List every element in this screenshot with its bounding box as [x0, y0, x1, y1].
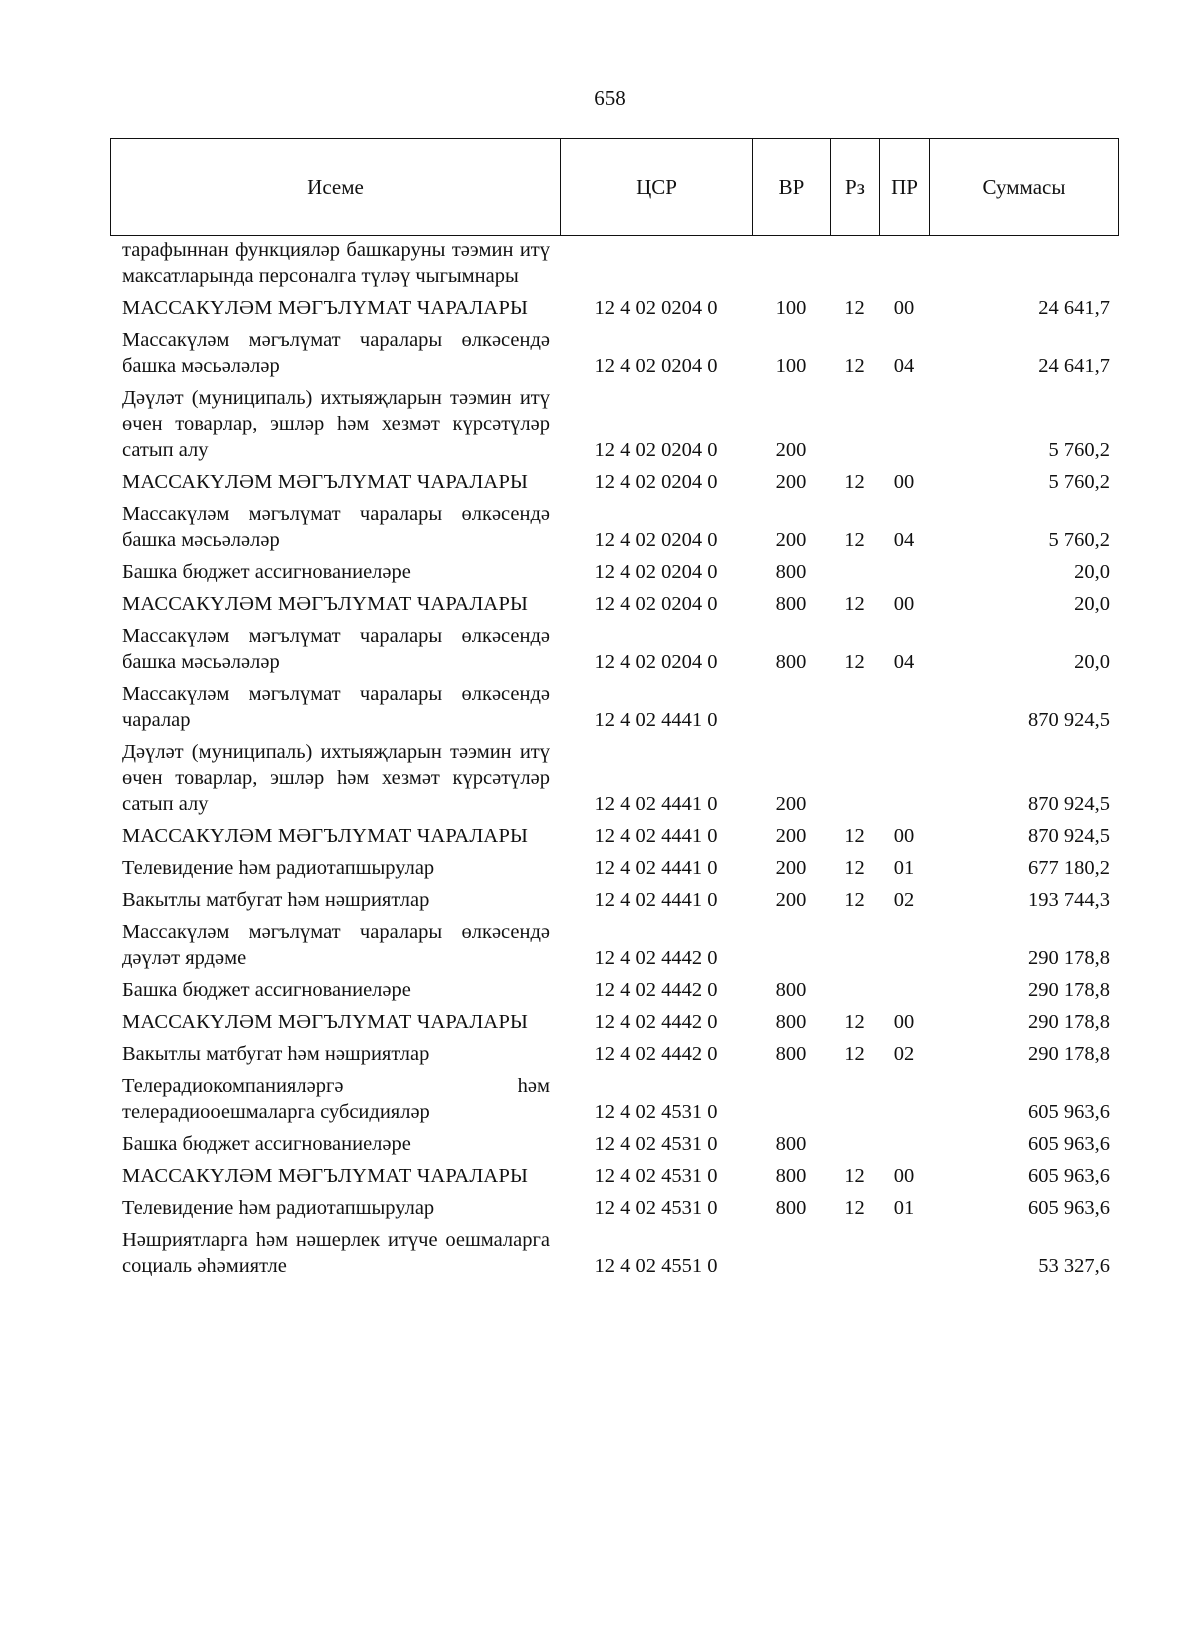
row-name-cell: Массакүләм мәгълүмат чаралары өлкәсендә башка мәсьәләләр — [122, 503, 550, 551]
row-rz-cell: 12 — [844, 471, 865, 493]
row-name-cell: МАССАКҮЛӘМ МӘГЪЛҮМАТ ЧАРАЛАРЫ — [122, 471, 529, 493]
table-row — [110, 495, 1118, 553]
row-rz-cell: 12 — [844, 355, 865, 377]
row-rz-cell: 12 — [844, 593, 865, 615]
row-vr-cell: 800 — [775, 1133, 807, 1155]
table-header — [110, 138, 1119, 236]
row-sum-cell: 24 641,7 — [1038, 355, 1110, 377]
row-name-cell: МАССАКҮЛӘМ МӘГЪЛҮМАТ ЧАРАЛАРЫ — [122, 1011, 529, 1033]
row-pr-cell: 04 — [893, 651, 915, 673]
row-vr-cell — [752, 1221, 830, 1279]
row-sum-cell: 290 178,8 — [1028, 947, 1110, 969]
row-sum-cell: 5 760,2 — [1048, 529, 1110, 551]
row-pr-cell — [879, 553, 929, 585]
row-csr-cell: 12 4 02 0204 0 — [594, 593, 718, 615]
row-rz-cell: 12 — [844, 889, 865, 911]
row-sum-cell: 5 760,2 — [1048, 471, 1110, 493]
row-pr-cell: 00 — [893, 825, 915, 847]
row-rz-cell — [830, 971, 879, 1003]
row-pr-cell — [879, 1125, 929, 1157]
table-row — [110, 553, 1118, 585]
row-pr-cell: 02 — [893, 1043, 915, 1065]
header-name: Исеме — [111, 139, 561, 236]
row-vr-cell: 800 — [775, 1043, 807, 1065]
table-row — [110, 1157, 1118, 1189]
row-vr-cell: 800 — [775, 1165, 807, 1187]
row-name-cell: Башка бюджет ассигнованиеләре — [122, 561, 411, 583]
table-row — [110, 971, 1118, 1003]
row-csr-cell: 12 4 02 0204 0 — [594, 529, 718, 551]
row-sum-cell: 290 178,8 — [1028, 1011, 1110, 1033]
row-name-cell: Вакытлы матбугат һәм нәшриятлар — [122, 1043, 430, 1065]
row-csr-cell: 12 4 02 4551 0 — [594, 1255, 718, 1277]
budget-table — [110, 237, 1118, 1279]
row-vr-cell: 200 — [775, 857, 807, 879]
row-pr-cell: 00 — [893, 593, 915, 615]
row-sum-cell: 605 963,6 — [1028, 1165, 1110, 1187]
row-vr-cell: 800 — [775, 651, 807, 673]
table-row — [110, 237, 1118, 289]
table-row — [110, 675, 1118, 733]
row-name-cell: Башка бюджет ассигнованиеләре — [122, 979, 411, 1001]
row-rz-cell: 12 — [844, 529, 865, 551]
row-vr-cell: 800 — [775, 979, 807, 1001]
row-rz-cell — [830, 379, 879, 463]
row-pr-cell — [879, 379, 929, 463]
row-vr-cell: 800 — [775, 561, 807, 583]
row-csr-cell: 12 4 02 0204 0 — [594, 651, 718, 673]
table-row — [110, 1003, 1118, 1035]
row-pr-cell: 01 — [893, 1197, 915, 1219]
row-csr-cell: 12 4 02 4531 0 — [594, 1165, 718, 1187]
row-vr-cell — [752, 237, 830, 289]
row-vr-cell: 800 — [775, 1197, 807, 1219]
row-pr-cell — [879, 1067, 929, 1125]
row-rz-cell — [830, 553, 879, 585]
row-vr-cell: 100 — [775, 297, 807, 319]
row-sum-cell: 870 924,5 — [1028, 825, 1110, 847]
row-sum-cell: 20,0 — [1074, 561, 1110, 583]
header-pr: ПР — [880, 139, 930, 236]
row-csr-cell: 12 4 02 4441 0 — [594, 825, 718, 847]
row-name-cell: Телерадиокомпанияләргә һәм телерадиооешмаларга субсидияләр — [122, 1075, 550, 1123]
table-row — [110, 913, 1118, 971]
row-sum-cell: 24 641,7 — [1038, 297, 1110, 319]
row-name-cell: МАССАКҮЛӘМ МӘГЪЛҮМАТ ЧАРАЛАРЫ — [122, 825, 529, 847]
row-rz-cell: 12 — [844, 1165, 865, 1187]
row-vr-cell: 200 — [775, 529, 807, 551]
row-csr-cell: 12 4 02 4531 0 — [594, 1101, 718, 1123]
row-name-cell: Телевидение һәм радиотапшырулар — [122, 857, 435, 879]
page-number: 658 — [594, 86, 626, 110]
row-pr-cell — [879, 913, 929, 971]
header-rz: Рз — [831, 139, 880, 236]
row-pr-cell: 04 — [893, 529, 915, 551]
table-row — [110, 379, 1118, 463]
row-rz-cell — [830, 1067, 879, 1125]
row-pr-cell — [879, 733, 929, 817]
row-pr-cell: 04 — [893, 355, 915, 377]
row-sum-cell: 193 744,3 — [1028, 889, 1110, 911]
row-name-cell: МАССАКҮЛӘМ МӘГЪЛҮМАТ ЧАРАЛАРЫ — [122, 593, 529, 615]
table-row — [110, 463, 1118, 495]
row-csr-cell: 12 4 02 4441 0 — [594, 709, 718, 731]
row-vr-cell: 200 — [775, 825, 807, 847]
row-csr-cell — [560, 237, 752, 289]
row-sum-cell: 605 963,6 — [1028, 1101, 1110, 1123]
row-sum-cell: 5 760,2 — [1048, 439, 1110, 461]
row-name-cell: тарафыннан функцияләр башкаруны тәэмин итү максатларында персоналга түләү чыгымнары — [122, 239, 550, 287]
row-rz-cell: 12 — [844, 825, 865, 847]
table-row — [110, 733, 1118, 817]
row-csr-cell: 12 4 02 4442 0 — [594, 1011, 718, 1033]
row-csr-cell: 12 4 02 0204 0 — [594, 471, 718, 493]
row-vr-cell: 100 — [775, 355, 807, 377]
row-csr-cell: 12 4 02 4531 0 — [594, 1133, 718, 1155]
row-pr-cell: 02 — [893, 889, 915, 911]
table-row — [110, 881, 1118, 913]
row-name-cell: Башка бюджет ассигнованиеләре — [122, 1133, 411, 1155]
row-name-cell: Массакүләм мәгълүмат чаралары өлкәсендә башка мәсьәләләр — [122, 329, 550, 377]
row-pr-cell: 00 — [893, 1165, 915, 1187]
table-row — [110, 1035, 1118, 1067]
row-name-cell: МАССАКҮЛӘМ МӘГЪЛҮМАТ ЧАРАЛАРЫ — [122, 297, 529, 319]
row-sum-cell: 605 963,6 — [1028, 1133, 1110, 1155]
row-rz-cell — [830, 675, 879, 733]
row-name-cell: Массакүләм мәгълүмат чаралары өлкәсендә башка мәсьәләләр — [122, 625, 550, 673]
row-rz-cell: 12 — [844, 651, 865, 673]
table-row — [110, 321, 1118, 379]
table-row — [110, 817, 1118, 849]
row-rz-cell — [830, 1221, 879, 1279]
row-sum-cell: 605 963,6 — [1028, 1197, 1110, 1219]
row-rz-cell: 12 — [844, 1197, 865, 1219]
row-csr-cell: 12 4 02 4442 0 — [594, 1043, 718, 1065]
row-rz-cell: 12 — [844, 1043, 865, 1065]
header-sum: Суммасы — [930, 139, 1119, 236]
row-vr-cell: 200 — [775, 793, 807, 815]
row-csr-cell: 12 4 02 4441 0 — [594, 889, 718, 911]
row-sum-cell: 290 178,8 — [1028, 979, 1110, 1001]
row-name-cell: Дәүләт (муниципаль) ихтыяҗларын тәэмин итү өчен товарлар, эшләр һәм хезмәт күрсәтүләр сатып алу — [122, 741, 550, 815]
table-body — [110, 237, 1118, 1279]
table-row — [110, 1221, 1118, 1279]
row-pr-cell — [879, 971, 929, 1003]
row-csr-cell: 12 4 02 4442 0 — [594, 947, 718, 969]
table-row — [110, 617, 1118, 675]
row-csr-cell: 12 4 02 4531 0 — [594, 1197, 718, 1219]
row-pr-cell: 00 — [893, 471, 915, 493]
row-rz-cell: 12 — [844, 297, 865, 319]
row-sum-cell: 20,0 — [1074, 651, 1110, 673]
row-csr-cell: 12 4 02 4442 0 — [594, 979, 718, 1001]
row-pr-cell — [879, 237, 929, 289]
row-sum-cell: 677 180,2 — [1028, 857, 1110, 879]
table-row — [110, 849, 1118, 881]
row-rz-cell — [830, 1125, 879, 1157]
row-vr-cell — [752, 675, 830, 733]
row-name-cell: МАССАКҮЛӘМ МӘГЪЛҮМАТ ЧАРАЛАРЫ — [122, 1165, 529, 1187]
row-pr-cell: 01 — [893, 857, 915, 879]
row-rz-cell — [830, 237, 879, 289]
row-vr-cell: 200 — [775, 889, 807, 911]
row-csr-cell: 12 4 02 0204 0 — [594, 355, 718, 377]
row-vr-cell: 200 — [775, 439, 807, 461]
table-row — [110, 1067, 1118, 1125]
table-row — [110, 1125, 1118, 1157]
row-pr-cell — [879, 675, 929, 733]
row-rz-cell: 12 — [844, 1011, 865, 1033]
row-csr-cell: 12 4 02 4441 0 — [594, 793, 718, 815]
row-vr-cell: 800 — [775, 593, 807, 615]
row-rz-cell: 12 — [844, 857, 865, 879]
row-sum-cell: 290 178,8 — [1028, 1043, 1110, 1065]
row-vr-cell: 800 — [775, 1011, 807, 1033]
table-row — [110, 585, 1118, 617]
row-vr-cell: 200 — [775, 471, 807, 493]
row-sum-cell: 870 924,5 — [1028, 793, 1110, 815]
row-name-cell: Нәшриятларга һәм нәшерлек итүче оешмаларга социаль әһәмиятле — [122, 1229, 550, 1277]
row-csr-cell: 12 4 02 0204 0 — [594, 297, 718, 319]
row-rz-cell — [830, 913, 879, 971]
row-vr-cell — [752, 1067, 830, 1125]
table-row — [110, 289, 1118, 321]
row-sum-cell: 20,0 — [1074, 593, 1110, 615]
row-name-cell: Массакүләм мәгълүмат чаралары өлкәсендә чаралар — [122, 683, 550, 731]
row-vr-cell — [752, 913, 830, 971]
row-sum-cell: 870 924,5 — [1028, 709, 1110, 731]
row-name-cell: Вакытлы матбугат һәм нәшриятлар — [122, 889, 430, 911]
row-rz-cell — [830, 733, 879, 817]
row-name-cell: Дәүләт (муниципаль) ихтыяҗларын тәэмин итү өчен товарлар, эшләр һәм хезмәт күрсәтүләр сатып алу — [122, 387, 550, 461]
row-name-cell: Телевидение һәм радиотапшырулар — [122, 1197, 435, 1219]
row-pr-cell: 00 — [893, 297, 915, 319]
row-csr-cell: 12 4 02 4441 0 — [594, 857, 718, 879]
row-sum-cell — [929, 237, 1118, 289]
row-csr-cell: 12 4 02 0204 0 — [594, 439, 718, 461]
table-row — [110, 1189, 1118, 1221]
row-pr-cell — [879, 1221, 929, 1279]
row-name-cell: Массакүләм мәгълүмат чаралары өлкәсендә дәүләт ярдәме — [122, 921, 550, 969]
header-vr: ВР — [753, 139, 831, 236]
row-csr-cell: 12 4 02 0204 0 — [594, 561, 718, 583]
row-pr-cell: 00 — [893, 1011, 915, 1033]
row-sum-cell: 53 327,6 — [1038, 1255, 1110, 1277]
header-csr: ЦСР — [561, 139, 753, 236]
